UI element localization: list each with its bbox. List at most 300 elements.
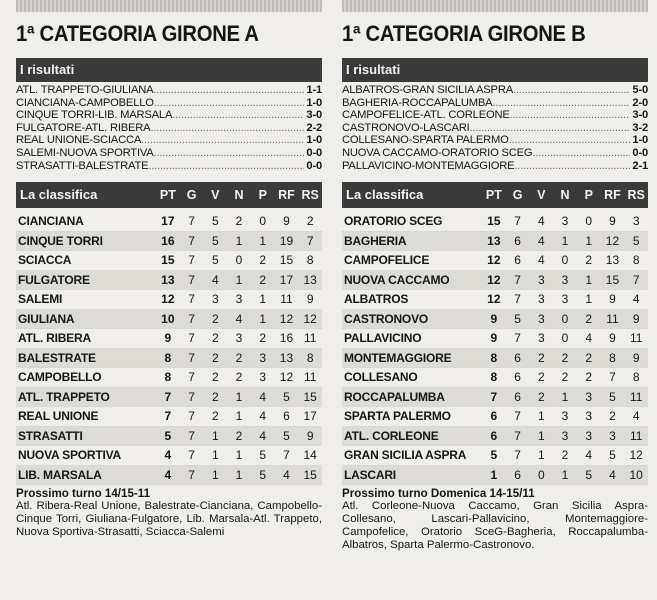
next-round	[16, 487, 322, 539]
stat-cell: 0	[561, 253, 569, 268]
team-name: GIULIANA	[18, 311, 75, 326]
standings-header	[342, 182, 648, 208]
team-name: SPARTA PALERMO	[344, 409, 451, 424]
standings-row	[342, 349, 648, 369]
stat-cell: 7	[609, 370, 616, 385]
stat-cell: 6	[490, 428, 498, 443]
leader-dots	[148, 160, 304, 173]
stat-cell: 1	[585, 272, 593, 287]
stat-cell: 3	[537, 331, 545, 346]
stat-cell: 0	[235, 253, 243, 268]
stat-cell: 2	[211, 389, 219, 404]
stat-cell: 9	[306, 428, 314, 443]
stat-cell: 12	[605, 233, 620, 248]
stat-cell: 11	[280, 292, 293, 307]
team-name: CASTRONOVO	[344, 311, 429, 326]
team-stats	[482, 310, 648, 329]
team-name: LIB. MARSALA	[18, 467, 102, 482]
team-name: NUOVA SPORTIVA	[18, 448, 121, 463]
stat-cell: 11	[629, 331, 643, 346]
stat-cell: 0	[561, 331, 569, 346]
stat-cell: 1	[211, 467, 219, 482]
stat-cell: 15	[303, 467, 317, 482]
stat-cell: 4	[259, 428, 267, 443]
stat-cell: 0	[537, 467, 545, 482]
stat-cell: 16	[161, 233, 175, 248]
stat-cell: 1	[235, 389, 243, 404]
stat-cell: 7	[188, 292, 195, 307]
stat-cell: 2	[537, 370, 545, 385]
standings-title: La classifica	[346, 187, 424, 203]
stat-cell: 1	[211, 448, 219, 463]
result-score: 0-0	[306, 159, 322, 172]
stat-cell: 13	[279, 350, 294, 365]
stat-cell: 8	[306, 350, 314, 365]
column-label: RF	[604, 188, 621, 203]
stat-cell: 2	[259, 272, 267, 287]
column-label: P	[584, 188, 593, 203]
stat-cell: 10	[629, 467, 643, 482]
stat-cell: 1	[259, 233, 267, 248]
next-round-text: Atl. Corleone-Nuova Caccamo, Gran Sicilia Aspra-Collesano, Lascari-Pallavicino, Montemaggiore-Campofelice, Oratorio SceG-Bagheria, Roccapalumba-Albatros, Sparta Palermo-Castronovo.	[342, 500, 648, 552]
stat-cell: 3	[585, 409, 593, 424]
stat-cell: 5	[259, 448, 267, 463]
standings-row	[16, 251, 322, 271]
stat-cell: 4	[632, 292, 640, 307]
girone-b-column	[342, 0, 648, 552]
stat-cell: 2	[585, 253, 593, 268]
stat-cell: 12	[279, 370, 294, 385]
column-label: PT	[159, 188, 176, 203]
team-stats	[156, 368, 322, 387]
team-name: ROCCAPALUMBA	[344, 389, 445, 404]
result-match: CAMPOFELICE-ATL. CORLEONE	[342, 109, 510, 122]
results-header: I risultati	[16, 58, 322, 82]
stat-cell: 1	[585, 233, 593, 248]
standings-row	[16, 349, 322, 369]
top-rule	[16, 0, 322, 12]
standings-row	[342, 271, 648, 291]
column-label: N	[234, 188, 244, 203]
stat-cell: 7	[188, 253, 195, 268]
stat-cell: 4	[537, 214, 545, 229]
stat-cell: 3	[561, 272, 569, 287]
stat-cell: 12	[161, 292, 175, 307]
result-row	[16, 109, 322, 122]
result-row	[16, 122, 322, 135]
stat-cell: 5	[490, 448, 498, 463]
column-label: G	[512, 188, 523, 203]
results-list	[16, 84, 322, 172]
stat-cell: 2	[585, 350, 593, 365]
stat-cell: 5	[259, 467, 267, 482]
standings-row	[16, 329, 322, 349]
stat-cell: 3	[609, 428, 616, 443]
team-name: REAL UNIONE	[18, 409, 99, 424]
stat-cell: 9	[609, 292, 616, 307]
standings-row	[342, 407, 648, 427]
result-row	[342, 134, 648, 147]
standings-row	[16, 407, 322, 427]
stat-cell: 4	[211, 272, 219, 287]
standings-column-labels	[156, 182, 322, 208]
standings-row	[16, 388, 322, 408]
standings-row	[342, 290, 648, 310]
result-score: 3-0	[306, 109, 322, 122]
stat-cell: 14	[303, 448, 317, 463]
stat-cell: 16	[279, 331, 294, 346]
results-header: I risultati	[342, 58, 648, 82]
standings-row	[16, 368, 322, 388]
team-stats	[482, 446, 648, 465]
standings-row	[342, 232, 648, 252]
stat-cell: 1	[537, 448, 545, 463]
standings-row	[342, 446, 648, 466]
standings-row	[342, 427, 648, 447]
stat-cell: 2	[585, 311, 593, 326]
stat-cell: 2	[306, 214, 314, 229]
result-match: CIANCIANA-CAMPOBELLO	[16, 96, 154, 109]
stat-cell: 2	[211, 409, 219, 424]
stat-cell: 4	[259, 409, 267, 424]
stat-cell: 3	[561, 428, 569, 443]
result-score: 1-0	[306, 134, 322, 147]
stat-cell: 15	[605, 272, 620, 287]
team-stats	[156, 466, 322, 485]
column-label: G	[186, 188, 197, 203]
team-stats	[156, 388, 322, 407]
stat-cell: 2	[235, 214, 243, 229]
stat-cell: 7	[188, 311, 195, 326]
stat-cell: 7	[188, 233, 195, 248]
leader-dots	[141, 134, 304, 147]
stat-cell: 2	[537, 389, 545, 404]
team-stats	[156, 232, 322, 251]
standings-row	[16, 446, 322, 466]
stat-cell: 9	[164, 331, 172, 346]
stat-cell: 3	[561, 214, 569, 229]
team-name: LASCARI	[344, 467, 396, 482]
stat-cell: 2	[537, 350, 545, 365]
team-stats	[482, 232, 648, 251]
standings-table	[16, 212, 322, 485]
result-score: 0-0	[306, 146, 322, 159]
stat-cell: 11	[629, 389, 643, 404]
result-match: ATL. TRAPPETO-GIULIANA	[16, 84, 154, 96]
stat-cell: 2	[561, 448, 569, 463]
stat-cell: 3	[585, 428, 593, 443]
stat-cell: 7	[514, 428, 521, 443]
stat-cell: 1	[585, 292, 593, 307]
top-rule	[342, 0, 648, 12]
column-label: RS	[627, 188, 645, 203]
team-stats	[156, 349, 322, 368]
result-score: 1-1	[306, 84, 322, 96]
stat-cell: 2	[235, 428, 243, 443]
stat-cell: 3	[537, 272, 545, 287]
standings-header	[16, 182, 322, 208]
stat-cell: 7	[188, 409, 195, 424]
result-score: 2-1	[632, 159, 648, 172]
stat-cell: 9	[632, 311, 640, 326]
stat-cell: 7	[188, 389, 195, 404]
stat-cell: 6	[514, 370, 521, 385]
team-stats	[482, 251, 648, 270]
team-stats	[482, 466, 648, 485]
team-name: BALESTRATE	[18, 350, 96, 365]
stat-cell: 9	[609, 214, 616, 229]
stat-cell: 5	[632, 233, 640, 248]
result-score: 2-0	[632, 96, 648, 109]
team-name: SCIACCA	[18, 253, 72, 268]
stat-cell: 1	[561, 389, 569, 404]
stat-cell: 7	[188, 331, 195, 346]
result-match: FULGATORE-ATL. RIBERA	[16, 121, 151, 134]
standings-table	[342, 212, 648, 485]
stat-cell: 2	[585, 370, 593, 385]
stat-cell: 11	[303, 370, 317, 385]
stat-cell: 9	[306, 292, 314, 307]
column-label: V	[211, 188, 220, 203]
standings-row	[342, 388, 648, 408]
stat-cell: 1	[235, 233, 243, 248]
result-row	[16, 97, 322, 110]
team-stats	[482, 329, 648, 348]
stat-cell: 4	[164, 467, 172, 482]
stat-cell: 2	[609, 409, 616, 424]
stat-cell: 2	[211, 311, 219, 326]
standings-row	[16, 290, 322, 310]
stat-cell: 6	[490, 409, 498, 424]
next-round-title: Prossimo turno 14/15-11	[16, 487, 151, 501]
stat-cell: 7	[306, 233, 314, 248]
stat-cell: 13	[303, 272, 317, 287]
team-name: STRASATTI	[18, 428, 83, 443]
stat-cell: 5	[283, 389, 290, 404]
stat-cell: 10	[161, 311, 175, 326]
next-round-text: Atl. Ribera-Real Unione, Balestrate-Cianciana, Campobello-Cinque Torri, Giuliana-Fulgatore, Lib. Marsala-Atl. Trappeto, Nuova Sportiva-Strasatti, Sciacca-Salemi	[16, 500, 322, 539]
stat-cell: 4	[537, 253, 545, 268]
result-score: 0-0	[632, 146, 648, 159]
leader-dots	[514, 160, 630, 173]
stat-cell: 1	[561, 233, 569, 248]
stat-cell: 6	[514, 350, 521, 365]
stat-cell: 9	[609, 331, 616, 346]
standings-row	[342, 310, 648, 330]
result-score: 3-2	[632, 121, 648, 134]
team-stats	[156, 212, 322, 231]
team-stats	[482, 427, 648, 446]
team-name: FULGATORE	[18, 272, 90, 287]
result-match: STRASATTI-BALESTRATE	[16, 159, 149, 172]
result-score: 1-0	[632, 134, 648, 147]
stat-cell: 3	[235, 331, 243, 346]
stat-cell: 9	[283, 214, 290, 229]
team-name: CIANCIANA	[18, 214, 84, 229]
standings-row	[342, 212, 648, 232]
stat-cell: 7	[188, 370, 195, 385]
stat-cell: 6	[514, 389, 521, 404]
team-name: MONTEMAGGIORE	[344, 350, 452, 365]
stat-cell: 5	[211, 233, 219, 248]
stat-cell: 7	[188, 214, 195, 229]
result-match: CINQUE TORRI-LIB. MARSALA	[16, 109, 173, 122]
stat-cell: 1	[235, 409, 243, 424]
stat-cell: 3	[561, 292, 569, 307]
team-name: NUOVA CACCAMO	[344, 272, 450, 287]
stat-cell: 17	[303, 409, 317, 424]
stat-cell: 3	[537, 292, 545, 307]
result-match: BAGHERIA-ROCCAPALUMBA	[342, 96, 493, 109]
stat-cell: 1	[537, 409, 545, 424]
stat-cell: 15	[161, 253, 175, 268]
stat-cell: 3	[259, 370, 267, 385]
stat-cell: 0	[259, 214, 267, 229]
result-row	[342, 160, 648, 173]
leader-dots	[470, 122, 631, 135]
stat-cell: 3	[235, 292, 243, 307]
team-stats	[482, 271, 648, 290]
team-name: GRAN SICILIA ASPRA	[344, 448, 467, 463]
column-label: P	[258, 188, 267, 203]
team-stats	[482, 349, 648, 368]
standings-row	[342, 466, 648, 486]
stat-cell: 2	[211, 331, 219, 346]
stat-cell: 3	[537, 311, 545, 326]
result-row	[342, 147, 648, 160]
stat-cell: 1	[490, 467, 498, 482]
stat-cell: 9	[490, 311, 498, 326]
team-stats	[482, 212, 648, 231]
team-name: ATL. CORLEONE	[344, 428, 439, 443]
stat-cell: 1	[235, 467, 243, 482]
stat-cell: 8	[632, 253, 640, 268]
stat-cell: 17	[161, 214, 175, 229]
result-score: 5-0	[632, 84, 648, 96]
stat-cell: 4	[609, 467, 616, 482]
standings-title: La classifica	[20, 187, 98, 203]
result-row	[16, 84, 322, 97]
result-row	[342, 109, 648, 122]
stat-cell: 5	[211, 214, 219, 229]
leader-dots	[513, 84, 630, 97]
stat-cell: 4	[259, 389, 267, 404]
standings-row	[342, 251, 648, 271]
stat-cell: 0	[585, 214, 593, 229]
stat-cell: 5	[211, 253, 219, 268]
result-match: PALLAVICINO-MONTEMAGGIORE	[342, 159, 515, 172]
team-name: ORATORIO SCEG	[344, 214, 443, 229]
result-row	[342, 84, 648, 97]
team-stats	[156, 310, 322, 329]
stat-cell: 7	[188, 428, 195, 443]
stat-cell: 4	[585, 331, 593, 346]
stat-cell: 5	[164, 428, 172, 443]
stat-cell: 8	[164, 370, 172, 385]
team-stats	[156, 251, 322, 270]
stat-cell: 1	[537, 428, 545, 443]
result-score: 1-0	[306, 96, 322, 109]
team-name: SALEMI	[18, 292, 63, 307]
page-title: 1ª CATEGORIA GIRONE A	[16, 21, 259, 46]
result-match: COLLESANO-SPARTA PALERMO	[342, 134, 509, 147]
stat-cell: 1	[561, 467, 569, 482]
column-label: V	[537, 188, 546, 203]
stat-cell: 15	[303, 389, 317, 404]
team-name: COLLESANO	[344, 370, 418, 385]
team-name: ATL. RIBERA	[18, 331, 91, 346]
stat-cell: 7	[514, 409, 521, 424]
stat-cell: 4	[585, 448, 593, 463]
standings-row	[16, 466, 322, 486]
stat-cell: 4	[283, 467, 290, 482]
stat-cell: 7	[632, 272, 640, 287]
column-label: RF	[278, 188, 295, 203]
stat-cell: 9	[490, 331, 498, 346]
stat-cell: 8	[490, 370, 498, 385]
next-round	[342, 487, 648, 552]
team-stats	[482, 407, 648, 426]
standings-row	[16, 271, 322, 291]
result-score: 2-2	[306, 121, 322, 134]
stat-cell: 7	[164, 409, 172, 424]
leader-dots	[153, 84, 304, 97]
stat-cell: 8	[306, 253, 314, 268]
girone-a-column	[16, 0, 322, 539]
stat-cell: 4	[164, 448, 172, 463]
stat-cell: 13	[161, 272, 175, 287]
stat-cell: 4	[235, 311, 243, 326]
stat-cell: 1	[211, 428, 219, 443]
next-round-title: Prossimo turno Domenica 14-15/11	[342, 487, 535, 501]
stat-cell: 7	[514, 448, 521, 463]
stat-cell: 4	[632, 409, 640, 424]
stat-cell: 1	[235, 272, 243, 287]
standings-row	[16, 310, 322, 330]
team-name: CAMPOBELLO	[18, 370, 102, 385]
stat-cell: 2	[561, 370, 569, 385]
team-name: ALBATROS	[344, 292, 409, 307]
stat-cell: 3	[211, 292, 219, 307]
team-stats	[156, 290, 322, 309]
standings-row	[342, 329, 648, 349]
stat-cell: 8	[164, 350, 172, 365]
stat-cell: 7	[283, 448, 290, 463]
stat-cell: 7	[514, 292, 521, 307]
stat-cell: 12	[487, 292, 501, 307]
stat-cell: 5	[283, 428, 290, 443]
column-label: PT	[485, 188, 502, 203]
stat-cell: 11	[629, 428, 643, 443]
stat-cell: 12	[487, 253, 501, 268]
stat-cell: 7	[514, 272, 521, 287]
stat-cell: 0	[561, 311, 569, 326]
result-row	[342, 122, 648, 135]
stat-cell: 6	[514, 233, 521, 248]
stat-cell: 5	[609, 448, 616, 463]
stat-cell: 1	[235, 448, 243, 463]
stat-cell: 8	[609, 350, 616, 365]
leader-dots	[154, 97, 305, 110]
page-title: 1ª CATEGORIA GIRONE B	[342, 21, 586, 46]
stat-cell: 7	[188, 467, 195, 482]
stat-cell: 2	[259, 253, 267, 268]
standings-row	[342, 368, 648, 388]
stat-cell: 11	[606, 311, 619, 326]
result-row	[16, 147, 322, 160]
stat-cell: 7	[514, 331, 521, 346]
stat-cell: 13	[605, 253, 620, 268]
